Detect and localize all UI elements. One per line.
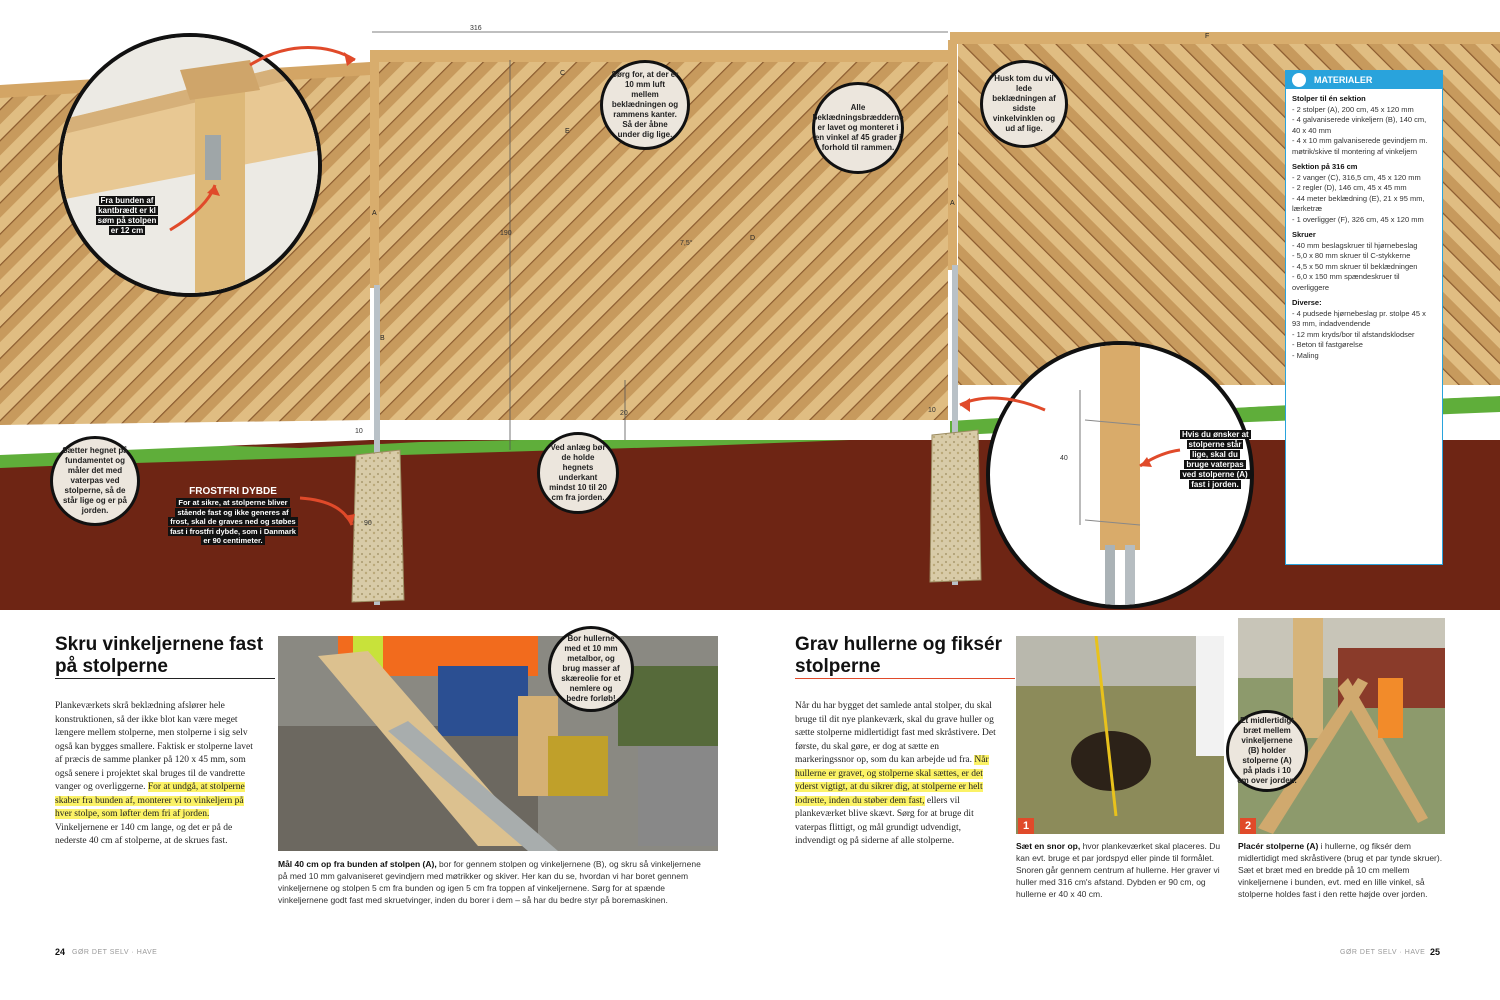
part-label-f: F (1205, 33, 1210, 40)
photo2-caption: Placér stolperne (A) i hullerne, og fiksér dem midlertidigt med skråstivere (brug et par tynde skruer). Sæt et bræt med en bredde på 10 cm mellem vinkeljernene i bunden, evt. med en lille vinkel, så stolperne holdes fast i den rette højde over jorden. (1238, 841, 1443, 899)
part-label-c: C (560, 70, 566, 77)
wrench-icon (1292, 73, 1306, 87)
photo1-caption: Sæt en snor op, hvor plankeværket skal placeres. Du kan evt. bruge et par jordspyd eller pinde til formålet. Snoren går gennem centrum af hullerne. Her graver vi huller med 316 cm's afstand. Dybden er 90 cm, og hullerne er 40 x 40 cm. (1016, 841, 1221, 899)
part-label-d: D (750, 235, 756, 242)
bubble-tip: Husk tom du vil lede beklædningen af sidste vinkelvinklen og ud af lige. (980, 60, 1068, 148)
dim-left-ground-label: 10 (355, 428, 363, 435)
right-heading: Grav hullerne og fiksér stolperne (795, 634, 1015, 679)
bubble-angle: Alle beklædningsbrædderne er lavet og monteret i en vinkel af 45 grader i forhold til rammen. (812, 82, 904, 174)
top-rail-right (950, 32, 1500, 44)
photo-number-1: 1 (1018, 818, 1034, 834)
footer-right: GØR DET SELV · HAVE (1340, 949, 1426, 956)
dim-ground-label: 20 (620, 410, 628, 417)
bubble-temp-board: Et midlertidigt bræt mellem vinkeljernene (B) holder stolperne (A) på plads i 10 cm over jorden. (1226, 710, 1308, 792)
materials-section: Stolper til én sektion - 2 stolper (A), 200 cm, 45 x 120 mm - 4 galvaniserede vinkeljern (B), 140 cm, 40 x 40 mm - 4 x 10 mm galvaniserede gevindjern m. møtrik/skive til montering af vinkeljern (1292, 94, 1428, 156)
left-heading: Skru vinkeljernene fast på stolperne (55, 634, 275, 679)
dim-height-label: 190 (500, 230, 512, 237)
circle-callout: Fra bunden af kantbrædt er kl søm på stolpen er 12 cm (97, 196, 157, 235)
dim-depth-label: 90 (364, 520, 372, 527)
footing-left (352, 450, 404, 602)
part-label-a: A (950, 200, 955, 207)
drilling-photo (278, 636, 718, 851)
bubble-height: Ved anlæg bør de holde hegnets underkant mindst 10 til 20 cm fra jorden. (537, 432, 619, 514)
top-rail-middle (370, 50, 950, 62)
frost-block (168, 485, 298, 546)
dim-angle-label: 7,5° (680, 240, 693, 247)
materials-section: Sektion på 316 cm - 2 vanger (C), 316,5 cm, 45 x 120 mm - 2 regler (D), 146 cm, 45 x 45 mm - 44 meter beklædning (E), 21 x 95 mm, lærketræ - 1 overligger (F), 326 cm, 45 x 120 mm (1292, 162, 1425, 224)
materials-section: Skruer - 40 mm beslagskruer til hjørnebeslag - 5,0 x 80 mm skruer til C-stykkerne - 4,5 x 50 mm skruer til beklædningen - 6,0 x 150 mm spændeskruer til overliggere (1292, 230, 1418, 292)
page-number-left: 24 (55, 947, 66, 957)
materials-section: Diverse: - 4 pudsede hjørnebeslag pr. stolpe 45 x 93 mm, indadvendende - 12 mm kryds/bor til afstandsklodser - Beton til fastgørelse - Maling (1292, 298, 1426, 360)
dim-right-ground-label: 10 (928, 407, 936, 414)
part-label-e: E (565, 128, 570, 135)
post-left (370, 58, 379, 288)
part-label-b: B (380, 335, 385, 342)
footer-left: GØR DET SELV · HAVE (72, 949, 158, 956)
bubble-drill-tip: Bor hullerne med et 10 mm metalbor, og brug masser af skæreolie for et nemlere og bedre forløb! (548, 626, 634, 712)
page-number-right: 25 (1430, 947, 1441, 957)
left-caption: Mål 40 cm op fra bunden af stolpen (A), bor for gennem stolpen og vinkeljernene (B), og skru så vinkeljernene på med 10 mm galvaniseret gevindjern med møtrikker og skiver. Her kan du se, hvordan vi har boret gennem vinkeljernene og stolpen 5 cm fra bunden og igen 5 cm fra toppen af vinkeljernene. Sørg for at spænde vinkeljernene godt fast med skruetvinger, inden du borer i dem – så har du bedre styr på boremaskinen. (278, 859, 701, 905)
materials-header: MATERIALER (1286, 71, 1442, 89)
detail-circle-top (60, 35, 320, 295)
digging-photo (1016, 636, 1224, 834)
part-label-a: A (372, 210, 377, 217)
right-body: Når du har bygget det samlede antal stolper, du skal bruge til dit nye plankeværk, skal du grave huller og sætte stolperne midlertidigt fast med skråstivere. Det første, du skal gøre, er dog at sætte en markeringssnor op, som du kan arbejde ud fra. Når hullerne er gravet, og stolperne skal sættes, er det yderst vigtigt, at du sikrer dig, at stolperne er helt lodrette, inden du støber dem fast, ellers vil plankeværket blive skævt. Sørg for at bruge dit vaterpas flittigt, og mål grundigt udvendigt, indvendigt og på siderne af alle stolperne. (795, 701, 996, 846)
footing-right (930, 430, 981, 582)
post-right (948, 40, 957, 270)
frost-text: For at sikre, at stolperne bliver stående fast og ikke generes af frost, skal de graves ned og støbes fast i frostfri dybde, som i Danmark er 90 centimeter. (170, 498, 296, 545)
bubble-spacing: Sørg for, at der er 10 mm luft mellem beklædningen og rammens kanter. Så der åbne under dig lige. (600, 60, 690, 150)
right-callout: Hvis du ønsker at stolperne står lige, skal du bruge vaterpas ved stolperne (A) fast i jorden. (1182, 430, 1249, 489)
bubble-ground: Sætter hegnet på fundamentet og måler det med vaterpas ved stolperne, så de står lige og er på jorden. (50, 436, 140, 526)
left-body: Plankeværkets skrå beklædning afslører hele konstruktionen, så der ikke blot kan være meget længere mellem stolperne, men stolperne i sig selv også kan bygges smallere. Faktisk er stolperne lavet af præcis de samme planker på 120 x 45 mm, som også senere i projektet skal bruges til de vandrette vanger og overliggerne. For at undgå, at stolperne skaber fra bunden af, monterer vi to vinkeljern på hver stolpe, som løfter dem fri af jorden. Vinkeljernene er 140 cm lange, og det er på de nederste 40 cm af stolperne, at de skrues fast. (55, 701, 253, 846)
photo-number-2: 2 (1240, 818, 1256, 834)
frost-title: FROSTFRI DYBDE (189, 486, 277, 497)
dim-post-mark-label: 40 (1060, 455, 1068, 462)
dim-top-label: 316 (470, 25, 482, 32)
materials-box (1285, 70, 1443, 565)
